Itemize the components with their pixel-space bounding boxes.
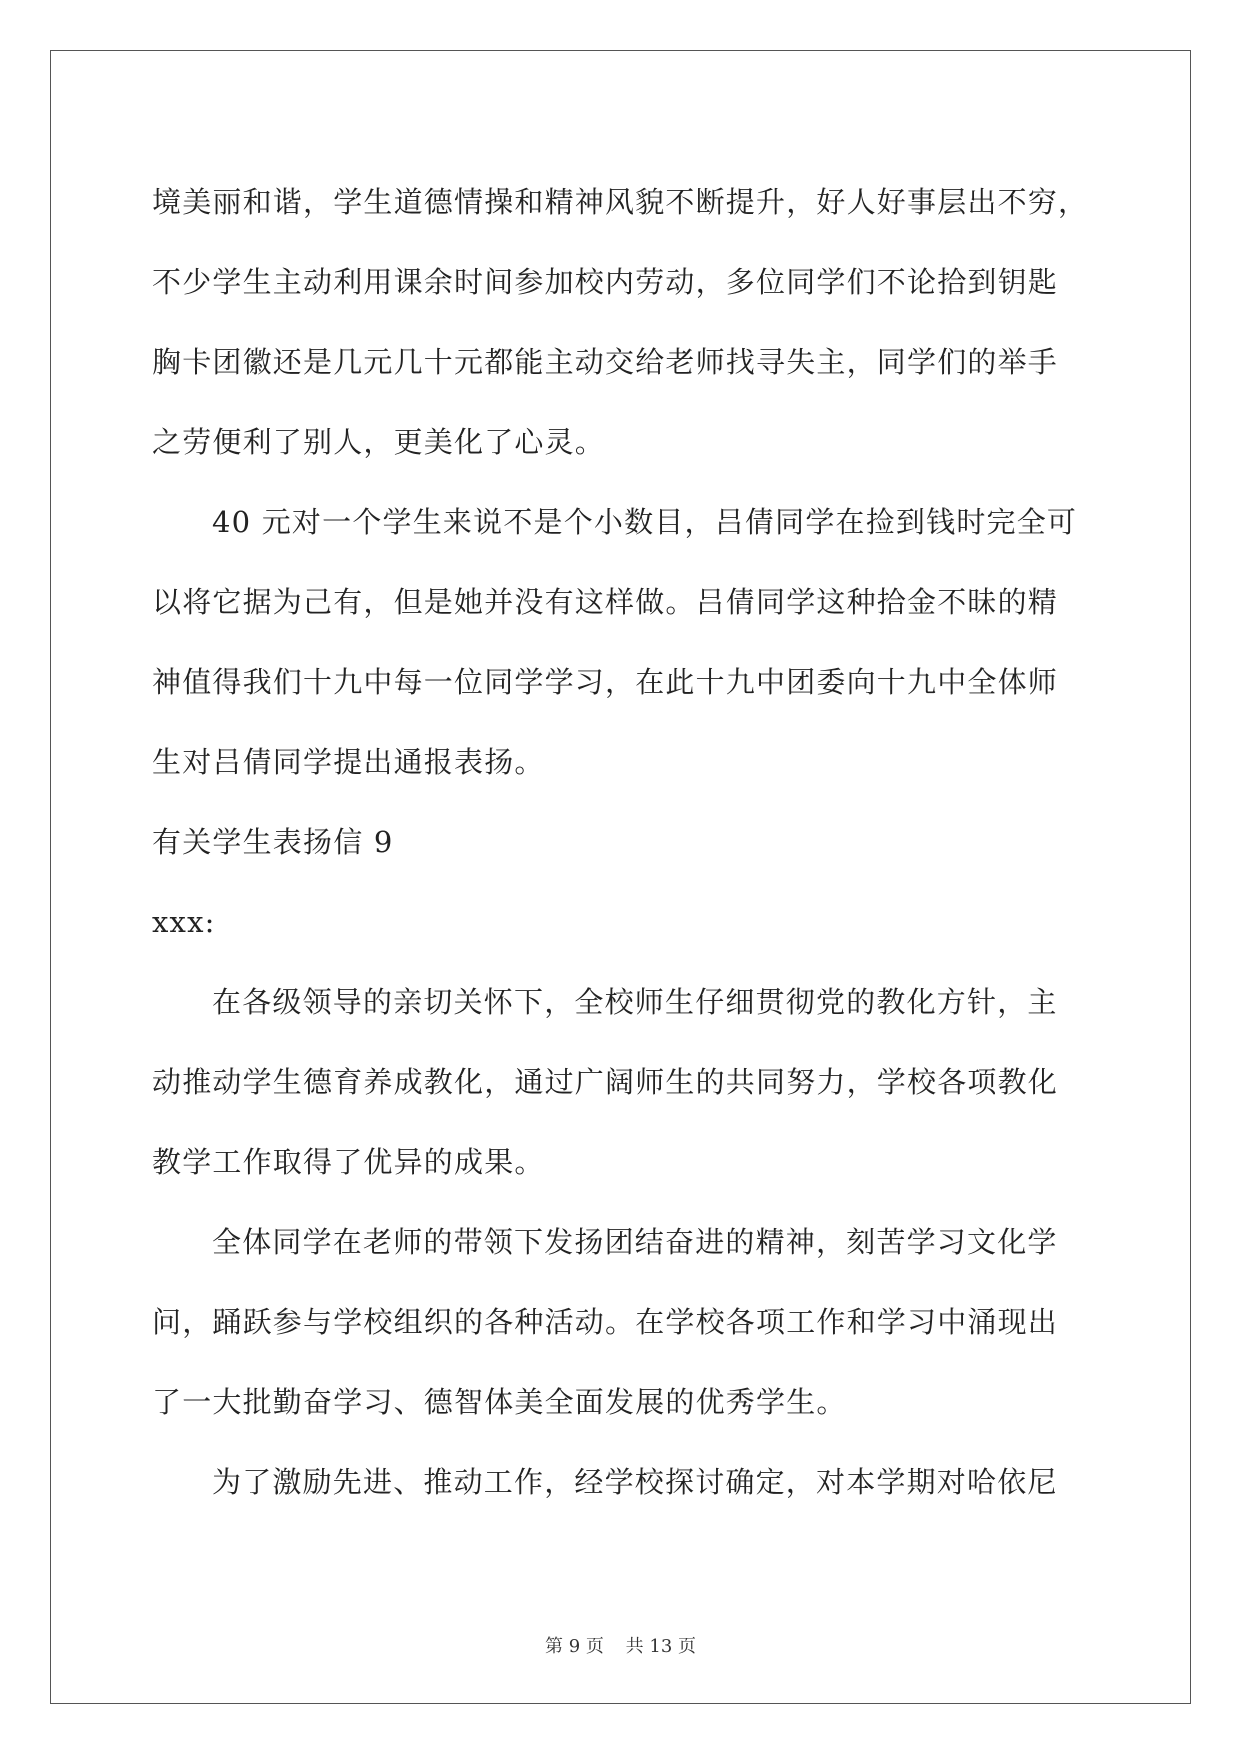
body-line: 胸卡团徽还是几元几十元都能主动交给老师找寻失主，同学们的举手: [152, 345, 1059, 379]
page-total: 共 13 页: [625, 1636, 696, 1657]
body-line: 之劳便利了别人，更美化了心灵。: [152, 425, 606, 459]
body-line: 不少学生主动利用课余时间参加校内劳动，多位同学们不论拾到钥匙: [152, 265, 1059, 299]
body-line: 问，踊跃参与学校组织的各种活动。在学校各项工作和学习中涌现出: [152, 1305, 1059, 1339]
body-line: 境美丽和谐，学生道德情操和精神风貌不断提升，好人好事层出不穷，: [152, 185, 1089, 219]
body-line: 40 元对一个学生来说不是个小数目，吕倩同学在捡到钱时完全可: [212, 505, 1078, 539]
body-line: 了一大批勤奋学习、德智体美全面发展的优秀学生。: [152, 1385, 847, 1419]
page-number: 第 9 页: [545, 1636, 604, 1657]
letter-body: [152, 162, 1090, 1522]
body-line: 在各级领导的亲切关怀下，全校师生仔细贯彻党的教化方针，主: [212, 985, 1058, 1019]
body-line: 生对吕倩同学提出通报表扬。: [152, 745, 545, 779]
salutation: xxx:: [152, 905, 216, 939]
body-line: 动推动学生德育养成教化，通过广阔师生的共同努力，学校各项教化: [152, 1065, 1059, 1099]
body-line: 神值得我们十九中每一位同学学习，在此十九中团委向十九中全体师: [152, 665, 1059, 699]
section-heading: 有关学生表扬信 9: [152, 825, 394, 859]
page-footer: [0, 1632, 1241, 1658]
body-line: 全体同学在老师的带领下发扬团结奋进的精神，刻苦学习文化学: [212, 1225, 1058, 1259]
body-line: 为了激励先进、推动工作，经学校探讨确定，对本学期对哈依尼: [212, 1465, 1058, 1499]
body-line: 以将它据为己有，但是她并没有这样做。吕倩同学这种拾金不昧的精: [152, 585, 1059, 619]
body-line: 教学工作取得了优异的成果。: [152, 1145, 545, 1179]
